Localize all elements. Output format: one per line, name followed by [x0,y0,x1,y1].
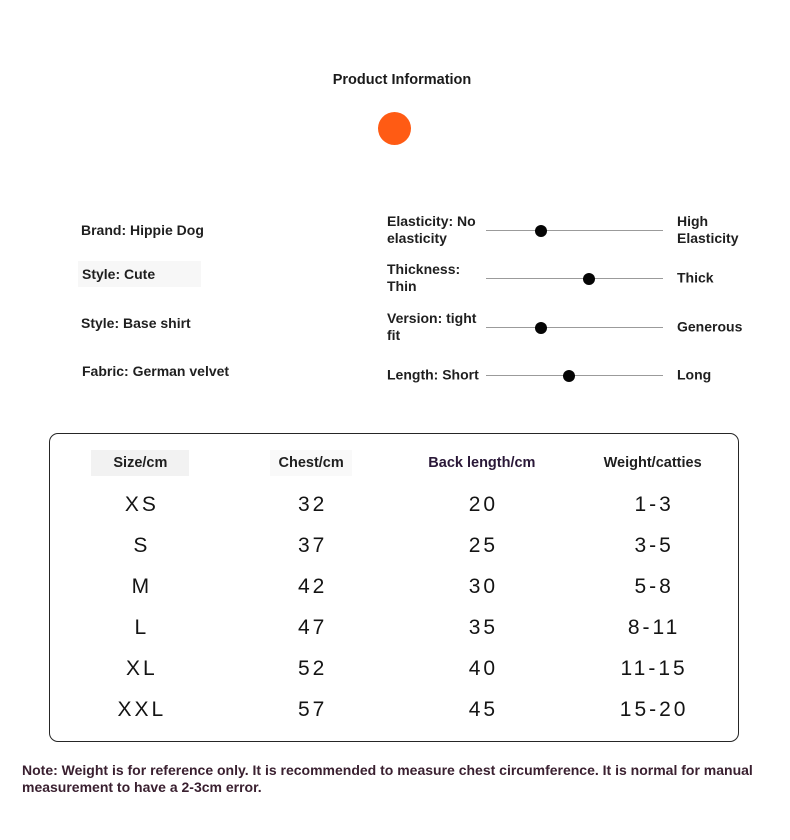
size-table [49,433,739,742]
weight-cell: 3-5 [634,534,674,557]
back-length-cell: 25 [468,534,499,557]
elasticity-min-label: Elasticity: No elasticity [387,213,476,246]
table-row [55,689,738,730]
elasticity-scale [387,210,757,250]
back-length-header [397,449,568,477]
table-row [55,484,738,525]
chest-cell: 42 [297,575,328,598]
length-scale [387,355,757,395]
back-length-cell: 40 [468,657,499,680]
size-cell: M [131,575,153,598]
thickness-knob [583,273,595,285]
chest-header-label: Chest/cm [270,450,351,476]
table-row [55,566,738,607]
elasticity-max-label: High Elasticity [677,213,739,246]
version-min-label: Version: tight fit [387,310,477,343]
thickness-track [486,278,663,279]
chest-cell: 52 [297,657,328,680]
style-type-attribute: Style: Base shirt [81,315,191,331]
size-cell: XL [126,657,158,680]
style-attribute: Style: Cute [78,261,201,287]
version-knob [535,322,547,334]
size-header [55,449,226,477]
brand-attribute: Brand: Hippie Dog [81,222,204,238]
fabric-attribute: Fabric: German velvet [82,363,230,379]
measurement-note: Note: Weight is for reference only. It is recommended to measure chest circumference. It is normal for manual measurement to have a 2-3cm error. [22,762,753,795]
chest-header [226,449,397,477]
weight-header-label: Weight/catties [603,455,702,471]
size-cell: XXL [117,698,167,721]
back-length-cell: 35 [468,616,499,639]
weight-header [567,449,738,477]
elasticity-knob [535,225,547,237]
weight-cell: 8-11 [627,616,681,639]
size-cell: S [133,534,151,557]
length-min-label: Length: Short [387,366,479,383]
back-length-cell: 45 [468,698,499,721]
elasticity-track [486,230,663,231]
chest-cell: 37 [297,534,328,557]
table-row [55,648,738,689]
page-title: Product Information [332,72,472,88]
size-cell: L [134,616,150,639]
chest-cell: 47 [297,616,328,639]
version-scale [387,307,757,347]
table-row [55,607,738,648]
accent-dot [378,112,411,145]
weight-cell: 11-15 [620,657,688,680]
back-length-cell: 30 [468,575,499,598]
version-track [486,327,663,328]
length-knob [563,370,575,382]
back-length-cell: 20 [468,493,499,516]
chest-cell: 57 [297,698,328,721]
chest-cell: 32 [297,493,328,516]
thickness-max-label: Thick [677,269,714,286]
weight-cell: 1-3 [634,493,674,516]
length-max-label: Long [677,366,712,383]
thickness-scale [387,258,757,298]
back-length-header-label: Back length/cm [428,455,536,471]
length-track [486,375,663,376]
thickness-min-label: Thickness: Thin [387,261,461,294]
size-cell: XS [124,493,159,516]
size-header-label: Size/cm [91,450,189,476]
size-table-header [55,449,738,477]
weight-cell: 5-8 [634,575,674,598]
version-max-label: Generous [677,318,743,335]
weight-cell: 15-20 [619,698,689,721]
table-row [55,525,738,566]
